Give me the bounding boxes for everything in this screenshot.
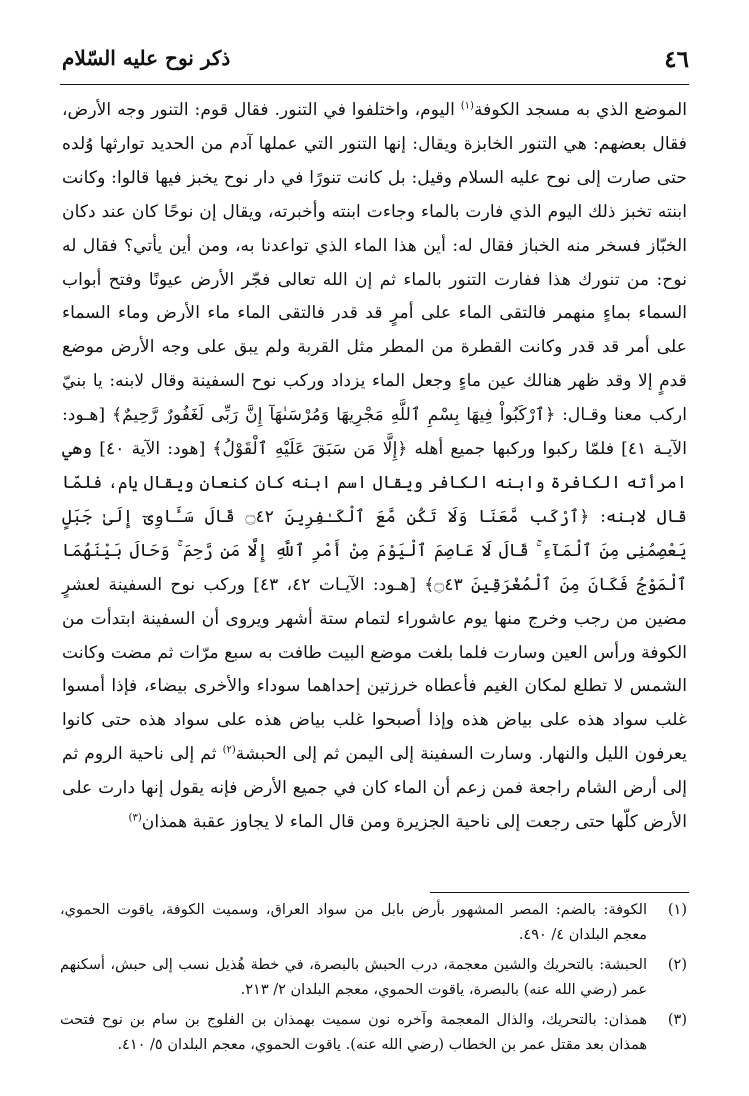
text-run: اليوم، واختلفوا في التنور. فقال قوم: التنور وجه الأرض، فقال بعضهم: هي التنور الخابزة ويقال: إنها التنور التي عملها آدم من الحديد توارثها وُلده حتى صارت إلى نوح عليه السلام وقيل: بل كانت تنورًا في دار نوح يخبز فيها قالوا: وكانت ابنته تخبز ذلك اليوم الذي فارت بالماء وجاءت ابنته وأخبرته، ويقال إن نوحًا كان عند دكان الخبّاز فسخر منه الخباز فقال له: أين هذا الماء الذي تواعدنا به، ومن أين يأتي؟ فقال له نوح: من تنورك هذا ففارت التنور بالماء ثم إن الله تعالى فجّر الأرض عيونًا وفتح أبواب السماء بماءٍ منهمر فالتقى الماء على أمرٍ قد قدر فالتقى الماء ماء الأرض وماء السماء على أمر قد قدر وكانت القطرة من المطر مثل القربة ولم يبق على وجه الأرض موضع قدمٍ إلا وقد ظهر هنالك عين ماءٍ وجعل الماء يزداد وركب نوح السفينة وقال لابنه: يا بنيّ اركب معنا وقـال: — [62, 100, 687, 426]
footnote-number: (٢) — [667, 957, 687, 973]
footnote-text: الكوفة: بالضم: المصر المشهور بأرض بابل من سواد العراق، وسميت الكوفة، ياقوت الحموي، معجم البلدان ٤/ ٤٩٠. — [60, 902, 647, 943]
footnotes — [60, 898, 687, 1063]
quran-verse: ﴿ٱرْكَبُواْ فِيهَا بِسْمِ ٱللَّهِ مَجْرِيهَا وَمُرْسَىٰهَآ إِنَّ رَبِّى لَغَفُورٌ رَّحِيمٌ﴾ — [112, 405, 556, 426]
footnote — [60, 898, 687, 947]
main-text — [62, 94, 687, 840]
footnote-ref-2: (٢) — [222, 744, 236, 756]
footnote-divider — [430, 892, 689, 893]
header-divider — [60, 84, 689, 85]
text-run: ثم إلى ناحية الروم ثم إلى أرض الشام راجعة فمن زعم أن الماء كان في جميع الأرض فإنه يقول إنها دارت على الأرض كلّها حتى رجعت إلى ناحية الجزيرة ومن قال الماء لا يجاوز عقبة همذان — [62, 744, 687, 833]
quran-verse: ﴿إِلَّا مَن سَبَقَ عَلَيْهِ ٱلْقَوْلُ﴾ — [212, 439, 408, 460]
footnote-text: همذان: بالتحريك، والذال المعجمة وآخره نون سميت بهمذان بن الفلوج بن سام بن نوح فتحت همذان بعد مقتل عمر بن الخطاب (رضي الله عنه). ياقوت الحموي، معجم البلدان ٥/ ٤١٠. — [60, 1012, 647, 1053]
footnote-ref-1: (١) — [460, 100, 474, 112]
running-title: ذكر نوح عليه السّلام — [62, 46, 231, 70]
page-header — [60, 40, 689, 80]
text-run: الموضع الذي به مسجد الكوفة — [473, 100, 687, 120]
page-number: ٤٦ — [664, 46, 689, 73]
quran-verse: ﴿ٱرْكَب مَّعَنَا وَلَا تَكُن مَّعَ ٱلْكَـٰفِرِينَ ۝٤٢ قَالَ سَـَٔاوِىٓ إِلَىٰ جَبَلٍ يَعْصِمُنِى مِنَ ٱلْمَآءِ ۚ قَالَ لَا عَاصِمَ ٱلْيَوْمَ مِنْ أَمْرِ ٱللَّهِ إِلَّا مَن رَّحِمَ ۚ وَحَالَ بَيْنَهُمَا ٱلْمَوْجُ فَكَانَ مِنَ ٱلْمُغْرَقِينَ ۝٤٣﴾ — [62, 506, 688, 595]
footnote-text: الحبشة: بالتحريك والشين معجمة، درب الحبش بالبصرة، في خطة هُذيل نسب إلى حبش، أسكنهم عمر (رضي الله عنه) بالبصرة، ياقوت الحموي، معجم البلدان ٢/ ٢١٣. — [60, 957, 647, 998]
footnote-number: (١) — [667, 902, 687, 918]
text-run: [هود: الآية ٤٠] وهي امرأته الكافرة وابنه الكافر ويقال اسم ابنه كان كنعان ويقال يام، فلمّا قال لابنه: — [62, 439, 687, 527]
footnote — [60, 1008, 687, 1057]
footnote-ref-3: (٣) — [128, 812, 142, 824]
body-paragraph — [62, 94, 687, 840]
text-run: [هـود: الآيـات ٤٢، ٤٣] وركب نوح السفينة لعشرٍ مضين من رجب وخرج منها يوم عاشوراء لتمام ستة أشهر ويروى أن السفينة ابتدأت من الكوفة ورأس العين وسارت فلما بلغت موضع البيت طافت به سبع مرّات ثم مضت وكانت الشمس لا تطلع لمكان الغيم فأعطاه خرزتين إحداهما سوداء والأخرى بيضاء، فإذا أمسوا غلب سواد هذه على بياض هذه وإذا أصبحوا غلب بياض هذه على سواد هذه حتى كانوا يعرفون الليل والنهار. وسارت السفينة إلى اليمن ثم إلى الحبشة — [62, 574, 687, 765]
footnote-number: (٣) — [667, 1012, 687, 1028]
footnote — [60, 953, 687, 1002]
text-run: [هـود: الآيـة ٤١] فلمّا ركبوا وركبها جميع أهله — [62, 405, 687, 460]
